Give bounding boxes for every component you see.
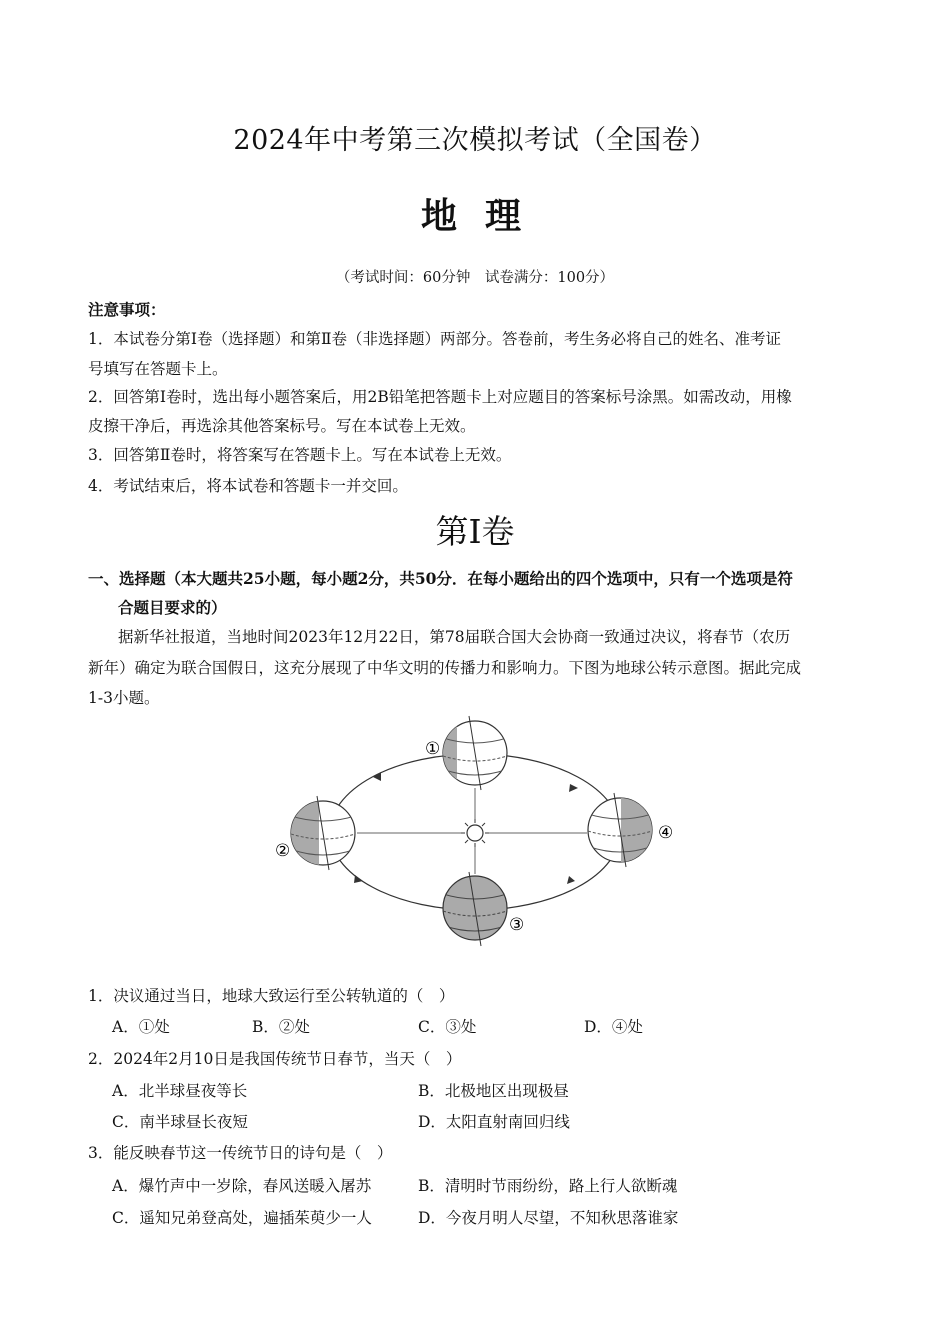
question-option: D．④处 [584, 1018, 643, 1036]
question-stem: 2．2024年2月10日是我国传统节日春节，当天（ ） [88, 1050, 462, 1068]
intro-paragraph: 1-3小题。 [88, 689, 160, 707]
position-label-4: ④ [658, 823, 674, 843]
notice-line: 3．回答第Ⅱ卷时，将答案写在答题卡上。写在本试卷上无效。 [88, 446, 512, 464]
earth-position-2 [291, 796, 355, 870]
subject-title: 地理 [420, 195, 549, 237]
question-option: A．爆竹声中一岁除，春风送暖入屠苏 [112, 1177, 372, 1195]
intro-paragraph: 据新华社报道，当地时间2023年12月22日，第78届联合国大会协商一致通过决议，将春节（农历 [118, 628, 791, 646]
notice-line: 4．考试结束后，将本试卷和答题卡一并交回。 [88, 477, 408, 495]
part-heading-cont: 合题目要求的） [118, 598, 227, 617]
exam-info: （考试时间：60分钟 试卷满分：100分） [335, 270, 615, 286]
question-option: C．遥知兄弟登高处，遍插茱萸少一人 [112, 1209, 372, 1227]
notice-line: 2．回答第Ⅰ卷时，选出每小题答案后，用2B铅笔把答题卡上对应题目的答案标号涂黑。如需改动，用橡 [88, 388, 792, 406]
exam-title: 2024年中考第三次模拟考试（全国卷） [233, 125, 717, 156]
question-stem: 1．决议通过当日，地球大致运行至公转轨道的（ ） [88, 987, 455, 1005]
question-option: B．清明时节雨纷纷，路上行人欲断魂 [418, 1177, 678, 1195]
intro-paragraph: 新年）确定为联合国假日，这充分展现了中华文明的传播力和影响力。下图为地球公转示意图。据此完成 [88, 659, 802, 677]
question-option: C．南半球昼长夜短 [112, 1113, 248, 1131]
position-label-3: ③ [509, 915, 525, 935]
sun-icon [461, 819, 489, 847]
earth-position-3 [443, 872, 507, 946]
section-title: 第Ⅰ卷 [435, 512, 515, 551]
earth-orbit-diagram [265, 708, 685, 948]
notice-heading: 注意事项： [88, 300, 166, 319]
part-heading: 一、选择题（本大题共25小题，每小题2分，共50分．在每小题给出的四个选项中，只有一个选项是符 [88, 569, 793, 588]
position-label-1: ① [425, 739, 441, 759]
position-label-2: ② [275, 841, 291, 861]
orbit-arrow-icon [569, 784, 578, 792]
orbit-arrow-icon [567, 876, 575, 884]
question-option: D．太阳直射南回归线 [418, 1113, 570, 1131]
notice-line: 1．本试卷分第Ⅰ卷（选择题）和第Ⅱ卷（非选择题）两部分。答卷前，考生务必将自己的姓名、准考证 [88, 330, 782, 348]
earth-position-4 [588, 793, 653, 867]
earth-position-1 [443, 716, 507, 790]
question-option: B．②处 [252, 1018, 310, 1036]
question-option: D．今夜月明人尽望，不知秋思落谁家 [418, 1209, 679, 1227]
orbit-arrow-icon [373, 772, 381, 781]
orbit-arrow-icon [354, 875, 363, 883]
notice-line: 皮擦干净后，再选涂其他答案标号。写在本试卷上无效。 [88, 417, 476, 435]
question-option: A．①处 [112, 1018, 170, 1036]
question-stem: 3．能反映春节这一传统节日的诗句是（ ） [88, 1144, 393, 1162]
question-option: A．北半球昼夜等长 [112, 1082, 248, 1100]
notice-line: 号填写在答题卡上。 [88, 360, 228, 378]
question-option: B．北极地区出现极昼 [418, 1082, 569, 1100]
question-option: C．③处 [418, 1018, 477, 1036]
